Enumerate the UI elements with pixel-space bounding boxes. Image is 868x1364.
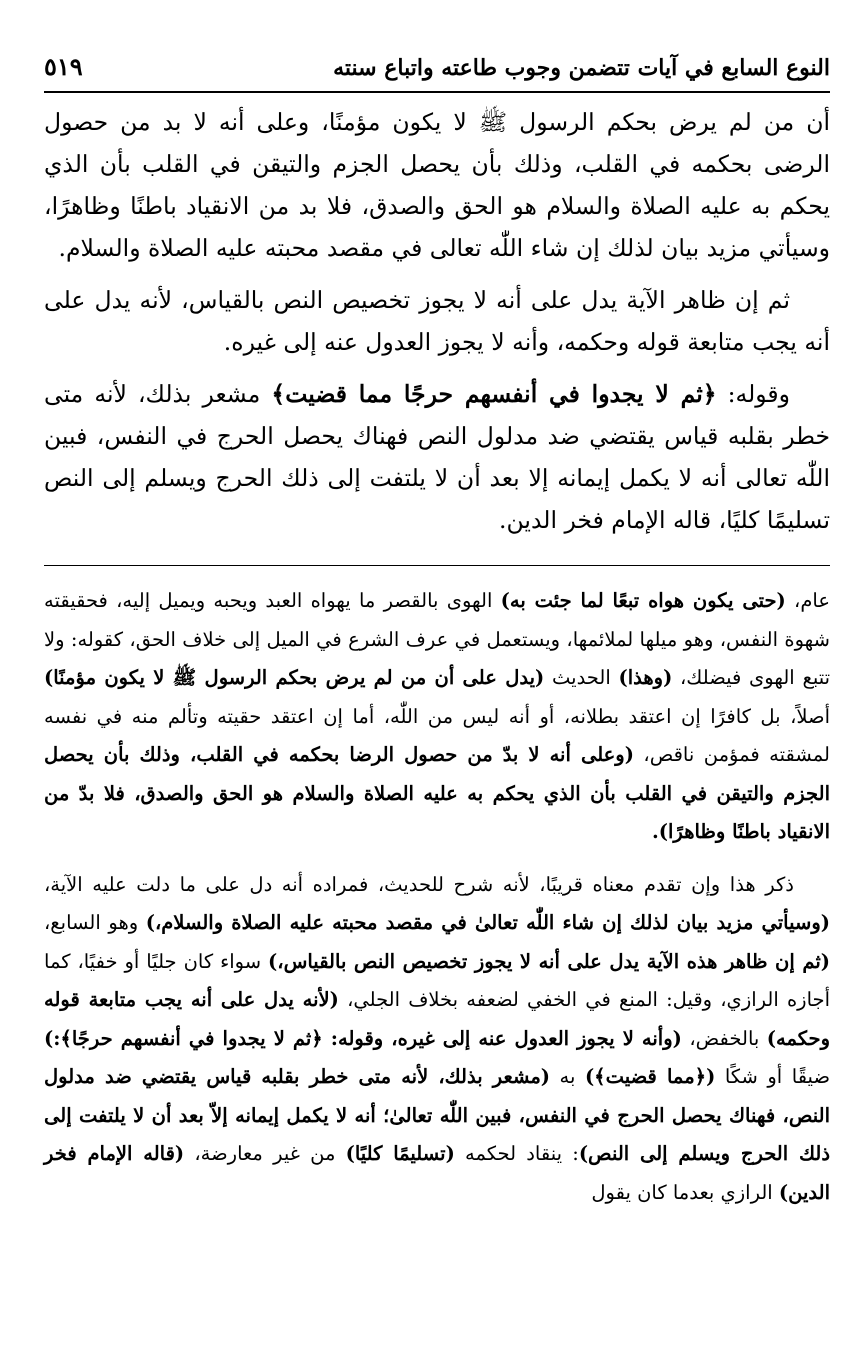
commentary-segment: ضيقًا أو شكًا — [715, 1065, 830, 1088]
page-number: ٥١٩ — [44, 52, 83, 81]
commentary-quoted-segment: (وأنه لا يجوز العدول عنه إلى غيره، وقوله: ﴿ثم لا يجدوا في أنفسهم حرجًا﴾:) — [44, 1026, 682, 1050]
page-header — [44, 52, 830, 93]
commentary-quoted-segment: (﴿مما قضيت﴾) — [584, 1065, 716, 1088]
commentary-quoted-segment: (وسيأتي مزيد بيان لذلك إن شاء اللّٰه تعالىٰ في مقصد محبته عليه الصلاة والسلام،) — [145, 911, 830, 934]
main-paragraph-2: ثم إن ظاهر الآية يدل على أنه لا يجوز تخصيص النص بالقياس، لأنه يدل على أنه يجب متابعة قوله وحكمه، وأنه لا يجوز العدول عنه إلى غيره. — [44, 286, 830, 356]
commentary-segment: من غير معارضة، — [184, 1142, 346, 1165]
commentary-quoted-segment: (ثم إن ظاهر هذه الآية يدل على أنه لا يجوز تخصيص النص بالقياس،) — [268, 949, 830, 973]
commentary-quoted-segment: (وعلى أنه لا بدّ من حصول الرضا بحكمه في القلب، وذلك بأن يحصل الجزم والتيقن في القلب بأن الذي يحكم به عليه الصلاة والسلام هو الحق والصدق، فلا بدّ من الانقياد باطنًا وظاهرًا). — [44, 743, 830, 843]
main-paragraph-3 — [44, 373, 830, 541]
commentary-segment: الحديث — [544, 666, 619, 689]
commentary-segment: أصلاً، بل كافرًا إن اعتقد بطلانه، أو أنه ليس من اللّٰه، أما إن اعتقد حقيته وتألم منه في نفسه لمشقته فمؤمن ناقص، — [44, 704, 830, 766]
commentary-segment: الرازي بعدما كان يقول — [591, 1180, 779, 1204]
commentary-segment: به — [550, 1065, 585, 1088]
commentary-quoted-segment: (قاله الإمام فخر الدين) — [44, 1142, 830, 1204]
commentary-text — [44, 582, 830, 1212]
commentary-segment: ذكر هذا وإن تقدم معناه قريبًا، لأنه شرح للحديث، فمراده أنه دل على ما دلت عليه الآية، — [44, 872, 794, 896]
commentary-quoted-segment: (لأنه يدل على أنه يجب متابعة قوله وحكمه) — [44, 988, 830, 1050]
commentary-quoted-segment: (مشعر بذلك، لأنه متى خطر بقلبه قياس يقتضي ضد مدلول النص، فهناك يحصل الحرج في النفس، فبين اللّٰه تعالىٰ؛ أنه لا يكمل إيمانه إلاّ بعد أن لا يلتفت إلى ذلك الحرج ويسلم إلى النص) — [44, 1065, 830, 1165]
commentary-quoted-segment: (حتى يكون هواه تبعًا لما جئت به) — [500, 589, 786, 612]
quote-explanation: مشعر بذلك، لأنه متى خطر بقلبه قياس يقتضي ضد مدلول النص فهناك يحصل الحرج في النفس، فبين اللّٰه تعالى أنه لا يكمل إيمانه إلا بعد أن لا يلتفت إلى ذلك الحرج ويسلم إلى النص تسليمًا كليًا، قاله الإمام فخر الدين. — [44, 380, 830, 534]
commentary-segment: سواء كان جليًا أو خفيًا، كما أجازه الرازي، وقيل: المنع في الخفي لضعفه بخلاف الجلي، — [44, 949, 831, 1011]
commentary-paragraph-1 — [44, 582, 830, 852]
commentary-quoted-segment: (وهذا) — [618, 666, 673, 689]
quote-intro: وقوله: — [716, 380, 791, 408]
commentary-segment: : ينقاد لحكمه — [454, 1142, 579, 1165]
running-title: النوع السابع في آيات تتضمن وجوب طاعته واتباع سنته — [333, 55, 830, 81]
commentary-segment: الهوى بالقصر ما يهواه العبد ويحبه ويميل إليه، فحقيقته شهوة النفس، وهو ميلها لملائمها، ويستعمل في عرف الشرع في الميل إلى خلاف الحق، كقوله: ولا تتبع الهوى فيضلك، — [44, 589, 831, 689]
commentary-quoted-segment: (تسليمًا كليًا) — [345, 1142, 455, 1165]
commentary-segment: وهو السابع، — [44, 911, 146, 934]
commentary-quoted-segment: (يدل على أن من لم يرض بحكم الرسول ﷺ لا يكون مؤمنًا) — [44, 666, 545, 689]
main-text — [44, 101, 830, 541]
commentary-paragraph-2 — [44, 866, 830, 1213]
commentary-divider — [44, 565, 830, 566]
quran-quote: ﴿ثم لا يجدوا في أنفسهم حرجًا مما قضيت﴾ — [271, 380, 717, 408]
commentary-segment: بالخفض، — [681, 1026, 767, 1050]
commentary-segment: عام، — [785, 589, 830, 612]
main-paragraph-1: أن من لم يرض بحكم الرسول ﷺ لا يكون مؤمنًا، وعلى أنه لا بد من حصول الرضى بحكمه في القلب، وذلك بأن يحصل الجزم والتيقن في القلب بأن الذي يحكم به عليه الصلاة والسلام هو الحق والصدق، فلا بد من الانقياد باطنًا وظاهرًا، وسيأتي مزيد بيان لذلك إن شاء اللّٰه تعالى في مقصد محبته عليه الصلاة والسلام. — [44, 108, 830, 262]
